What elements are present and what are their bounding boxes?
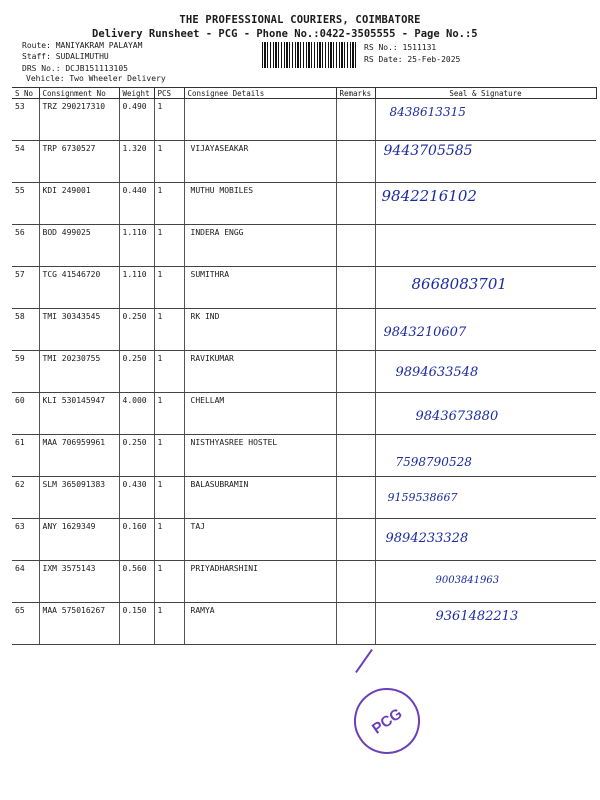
cell-remarks — [336, 603, 375, 645]
cell-pcs: 1 — [154, 393, 184, 435]
barcode — [262, 42, 356, 68]
cell-sno: 56 — [12, 225, 39, 267]
table-row — [12, 99, 596, 141]
col-header-consignee: Consignee Details — [184, 88, 336, 99]
cell-pcs: 1 — [154, 225, 184, 267]
cell-sno: 64 — [12, 561, 39, 603]
stamp-text: PCG — [368, 704, 406, 738]
cell-weight: 1.110 — [119, 267, 154, 309]
cell-remarks — [336, 267, 375, 309]
cell-sno: 63 — [12, 519, 39, 561]
cell-consignment: KDI 249001 — [39, 183, 119, 225]
cell-pcs: 1 — [154, 477, 184, 519]
cell-consignment: TMI 20230755 — [39, 351, 119, 393]
stamp-stroke — [355, 649, 373, 673]
handwritten-signature: 8668083701 — [411, 275, 507, 293]
rs-number: RS No.: 1511131 — [364, 43, 437, 52]
cell-remarks — [336, 183, 375, 225]
cell-signature — [375, 141, 596, 183]
cell-remarks — [336, 393, 375, 435]
table-row — [12, 183, 596, 225]
handwritten-signature: 9159538667 — [387, 491, 458, 504]
cell-weight: 1.110 — [119, 225, 154, 267]
cell-pcs: 1 — [154, 141, 184, 183]
cell-remarks — [336, 435, 375, 477]
cell-consignee: NISTHYASREE HOSTEL — [184, 435, 336, 477]
cell-pcs: 1 — [154, 561, 184, 603]
cell-sno: 57 — [12, 267, 39, 309]
handwritten-signature: 9894633548 — [395, 365, 479, 380]
handwritten-signature: 9843210607 — [383, 325, 467, 340]
handwritten-signature: 9003841963 — [435, 575, 500, 586]
cell-sno: 53 — [12, 99, 39, 141]
table-row — [12, 309, 596, 351]
cell-pcs: 1 — [154, 603, 184, 645]
cell-consignment: BOD 499025 — [39, 225, 119, 267]
cell-pcs: 1 — [154, 519, 184, 561]
cell-consignment: TCG 41546720 — [39, 267, 119, 309]
table-header-row — [12, 88, 596, 99]
cell-sno: 55 — [12, 183, 39, 225]
cell-pcs: 1 — [154, 351, 184, 393]
cell-signature — [375, 225, 596, 267]
cell-weight: 0.560 — [119, 561, 154, 603]
cell-sno: 60 — [12, 393, 39, 435]
cell-sno: 61 — [12, 435, 39, 477]
table-row — [12, 141, 596, 183]
cell-sno: 65 — [12, 603, 39, 645]
cell-remarks — [336, 477, 375, 519]
table-row — [12, 225, 596, 267]
cell-consignee: RAVIKUMAR — [184, 351, 336, 393]
cell-remarks — [336, 519, 375, 561]
rs-date: RS Date: 25-Feb-2025 — [364, 55, 461, 64]
cell-pcs: 1 — [154, 435, 184, 477]
company-title: THE PROFESSIONAL COURIERS, COIMBATORE — [179, 14, 421, 26]
cell-pcs: 1 — [154, 99, 184, 141]
cell-signature — [375, 99, 596, 141]
cell-weight: 4.000 — [119, 393, 154, 435]
cell-signature — [375, 519, 596, 561]
cell-consignment: MAA 706959961 — [39, 435, 119, 477]
cell-weight: 0.250 — [119, 309, 154, 351]
cell-consignee: BALASUBRAMIN — [184, 477, 336, 519]
handwritten-signature: 7598790528 — [395, 455, 472, 469]
cell-signature — [375, 309, 596, 351]
cell-consignment: KLI 530145947 — [39, 393, 119, 435]
table-row — [12, 435, 596, 477]
col-header-remarks: Remarks — [336, 88, 375, 99]
vehicle-label: Vehicle: Two Wheeler Delivery — [26, 74, 166, 83]
cell-signature — [375, 477, 596, 519]
col-header-sno: S No — [12, 88, 39, 99]
cell-consignment: ANY 1629349 — [39, 519, 119, 561]
cell-signature — [375, 351, 596, 393]
cell-consignee: SUMITHRA — [184, 267, 336, 309]
cell-remarks — [336, 99, 375, 141]
table-row — [12, 477, 596, 519]
table-row — [12, 603, 596, 645]
handwritten-signature: 8438613315 — [389, 105, 466, 119]
cell-sno: 58 — [12, 309, 39, 351]
cell-weight: 0.440 — [119, 183, 154, 225]
pcg-stamp — [341, 675, 433, 767]
cell-weight: 0.490 — [119, 99, 154, 141]
table-row — [12, 519, 596, 561]
cell-weight: 0.250 — [119, 351, 154, 393]
cell-remarks — [336, 225, 375, 267]
cell-signature — [375, 435, 596, 477]
cell-consignment: TMI 30343545 — [39, 309, 119, 351]
cell-consignment: MAA 575016267 — [39, 603, 119, 645]
col-header-consignment: Consignment No — [39, 88, 119, 99]
cell-pcs: 1 — [154, 183, 184, 225]
table-row — [12, 351, 596, 393]
cell-pcs: 1 — [154, 267, 184, 309]
table-row — [12, 561, 596, 603]
col-header-pcs: PCS — [154, 88, 184, 99]
cell-remarks — [336, 561, 375, 603]
cell-consignee — [184, 99, 336, 141]
cell-signature — [375, 183, 596, 225]
handwritten-signature: 9894233328 — [385, 531, 469, 546]
cell-consignee: TAJ — [184, 519, 336, 561]
staff-label: Staff: SUDALIMUTHU — [22, 52, 109, 61]
cell-remarks — [336, 351, 375, 393]
handwritten-signature: 9843673880 — [415, 409, 499, 424]
cell-consignment: IXM 3575143 — [39, 561, 119, 603]
handwritten-signature: 9361482213 — [435, 609, 519, 624]
cell-consignment: SLM 365091383 — [39, 477, 119, 519]
cell-signature — [375, 267, 596, 309]
table-row — [12, 393, 596, 435]
cell-weight: 0.250 — [119, 435, 154, 477]
cell-remarks — [336, 309, 375, 351]
cell-consignee: MUTHU MOBILES — [184, 183, 336, 225]
col-header-weight: Weight — [119, 88, 154, 99]
cell-weight: 0.160 — [119, 519, 154, 561]
cell-signature — [375, 603, 596, 645]
table-row — [12, 267, 596, 309]
col-header-signature: Seal & Signature — [375, 88, 596, 99]
cell-weight: 0.150 — [119, 603, 154, 645]
cell-sno: 54 — [12, 141, 39, 183]
handwritten-signature: 9443705585 — [383, 143, 473, 159]
drs-number: DRS No.: DCJB151113105 — [22, 64, 128, 73]
cell-pcs: 1 — [154, 309, 184, 351]
cell-signature — [375, 561, 596, 603]
cell-signature — [375, 393, 596, 435]
cell-consignment: TRP 6730527 — [39, 141, 119, 183]
cell-remarks — [336, 141, 375, 183]
cell-weight: 0.430 — [119, 477, 154, 519]
cell-consignee: PRIYADHARSHINI — [184, 561, 336, 603]
cell-consignment: TRZ 290217310 — [39, 99, 119, 141]
cell-weight: 1.320 — [119, 141, 154, 183]
runsheet-subtitle: Delivery Runsheet - PCG - Phone No.:0422-3505555 - Page No.:5 — [92, 28, 478, 40]
cell-consignee: INDERA ENGG — [184, 225, 336, 267]
cell-consignee: VIJAYASEAKAR — [184, 141, 336, 183]
cell-consignee: RAMYA — [184, 603, 336, 645]
cell-consignee: RK IND — [184, 309, 336, 351]
route-label: Route: MANIYAKRAM PALAYAM — [22, 41, 143, 50]
cell-consignee: CHELLAM — [184, 393, 336, 435]
handwritten-signature: 9842216102 — [381, 187, 477, 205]
cell-sno: 59 — [12, 351, 39, 393]
runsheet-table — [12, 87, 597, 645]
cell-sno: 62 — [12, 477, 39, 519]
